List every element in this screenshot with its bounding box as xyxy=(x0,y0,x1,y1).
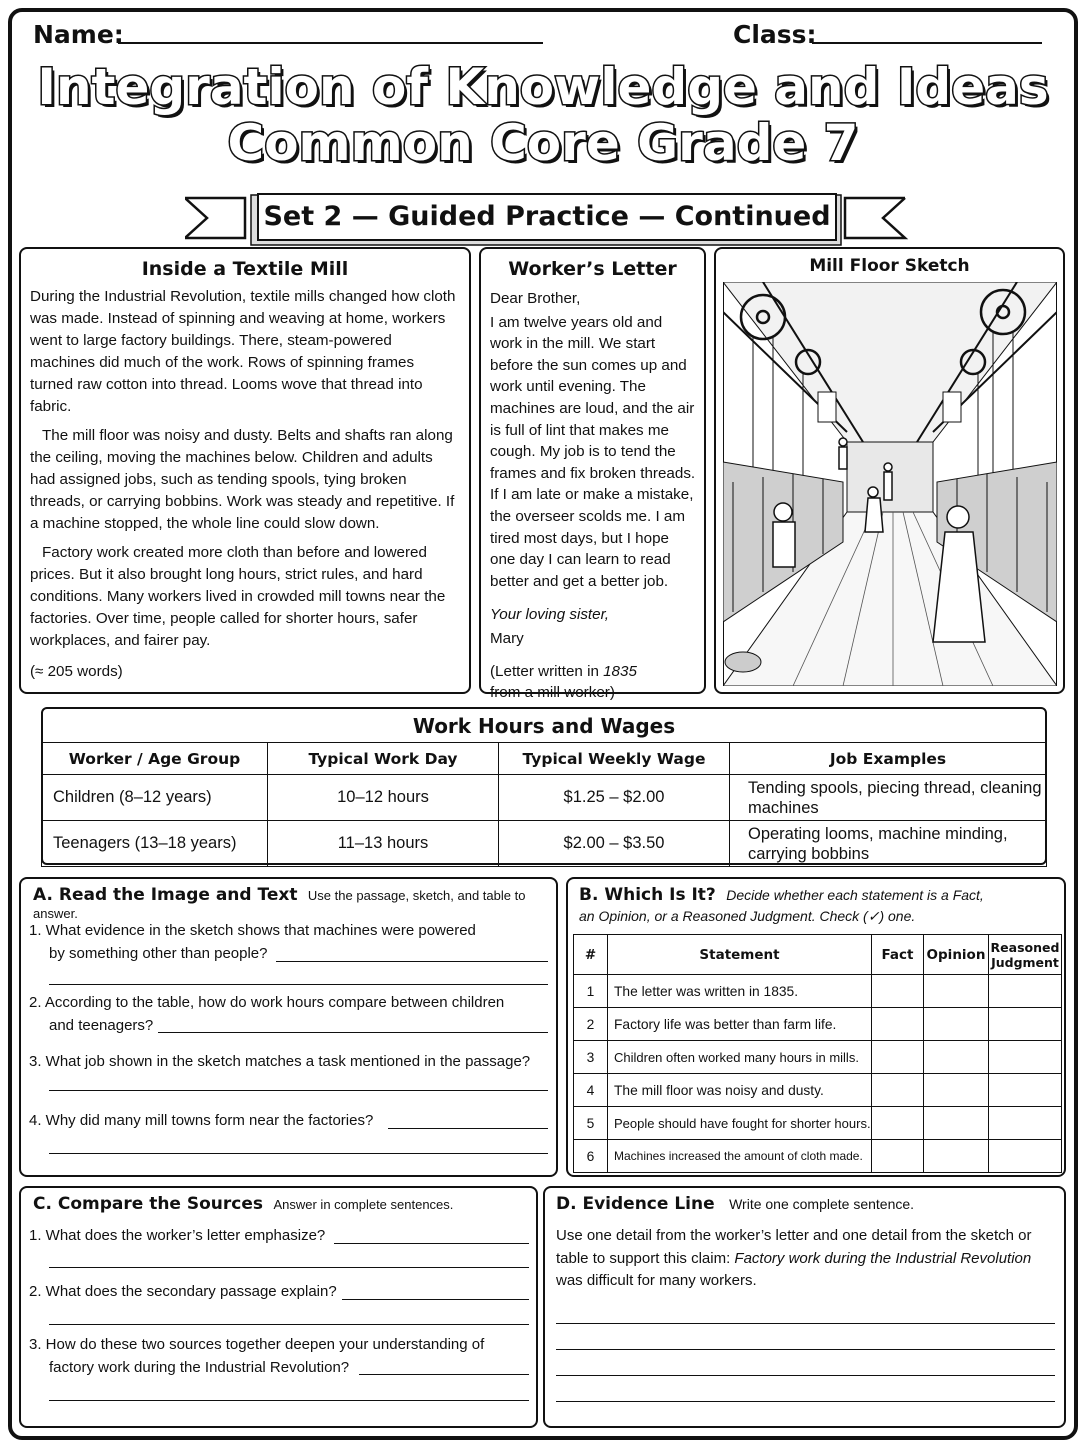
table-cell: The mill floor was noisy and dusty. xyxy=(608,1074,872,1107)
reasoned-checkbox[interactable] xyxy=(989,975,1062,1008)
table-row xyxy=(574,975,1062,1008)
table-cell: Tending spools, piecing thread, cleaning machines xyxy=(730,775,1047,821)
fact-checkbox[interactable] xyxy=(872,1008,924,1041)
wages-header-jobs: Job Examples xyxy=(730,743,1047,775)
question-a2-cont: and teenagers? xyxy=(49,1017,154,1034)
table-cell: 2 xyxy=(574,1008,608,1041)
table-cell: $1.25 – $2.00 xyxy=(499,775,730,821)
answer-line-c1[interactable] xyxy=(334,1243,529,1244)
name-line[interactable] xyxy=(118,42,543,44)
answer-line-a1b[interactable] xyxy=(49,984,548,985)
answer-line-a2[interactable] xyxy=(158,1032,548,1033)
opinion-checkbox[interactable] xyxy=(924,1107,989,1140)
wages-header-wage: Typical Weekly Wage xyxy=(499,743,730,775)
wages-table-title: Work Hours and Wages xyxy=(412,714,676,738)
question-a4: 4. Why did many mill towns form near the factories? xyxy=(29,1112,374,1129)
passage-title: Inside a Textile Mill xyxy=(141,258,349,280)
section-c-box xyxy=(19,1186,538,1428)
section-b-title: B. Which Is It? xyxy=(579,885,716,905)
reasoned-checkbox[interactable] xyxy=(989,1140,1062,1173)
question-a1: 1. What evidence in the sketch shows that machines were powered xyxy=(29,922,476,939)
answer-line-c3b[interactable] xyxy=(49,1400,529,1401)
table-row xyxy=(574,1140,1062,1173)
table-cell: Children (8–12 years) xyxy=(42,775,268,821)
table-cell: 6 xyxy=(574,1140,608,1173)
table-row xyxy=(42,821,1047,867)
class-line[interactable] xyxy=(812,42,1042,44)
question-a3: 3. What job shown in the sketch matches a task mentioned in the passage? xyxy=(29,1053,531,1070)
reasoned-checkbox[interactable] xyxy=(989,1107,1062,1140)
fact-opinion-table xyxy=(573,934,1062,1173)
opinion-checkbox[interactable] xyxy=(924,1041,989,1074)
passage-paragraph-2: The mill floor was noisy and dusty. Belts and shafts ran along the ceiling, moving the machines below. Children and adults had assigned jobs, such as tending spools, tying broken threads, or carrying bobbins. Work was steady and repetitive. If a machine stopped, the whole line could slow down. xyxy=(30,427,455,532)
wages-table-box xyxy=(41,707,1047,865)
section-b-instructions-2: an Opinion, or a Reasoned Judgment. Check (✓) one. xyxy=(579,908,916,924)
section-d-prompt: Use one detail from the worker’s letter and one detail from the sketch or table to support this claim: Factory work during the Industrial Revolution was difficult for many workers. xyxy=(556,1227,1032,1289)
section-d-instructions: Write one complete sentence. xyxy=(729,1196,915,1212)
fo-header-number: # xyxy=(574,935,608,975)
table-row xyxy=(574,1107,1062,1140)
fact-checkbox[interactable] xyxy=(872,1140,924,1173)
set-banner: Set 2 — Guided Practice — Continued xyxy=(257,193,837,241)
question-c3: 3. How do these two sources together deepen your understanding of xyxy=(29,1336,485,1353)
reasoned-checkbox[interactable] xyxy=(989,1041,1062,1074)
answer-line-d4[interactable] xyxy=(556,1401,1055,1402)
fo-header-fact: Fact xyxy=(872,935,924,975)
section-b-instructions-1: Decide whether each statement is a Fact, xyxy=(726,887,984,903)
passage-paragraph-1: During the Industrial Revolution, textile mills changed how cloth was made. Instead of spinning and weaving at home, workers went to large factory buildings. There, steam-powered machines did much of the work. Rows of spinning frames turned raw cotton into thread. Looms wove that thread into fabric. xyxy=(30,288,456,415)
table-cell: 1 xyxy=(574,975,608,1008)
answer-line-c2[interactable] xyxy=(342,1299,529,1300)
answer-line-c3[interactable] xyxy=(359,1374,529,1375)
table-cell: Teenagers (13–18 years) xyxy=(42,821,268,867)
sketch-title: Mill Floor Sketch xyxy=(809,256,970,276)
answer-line-a4[interactable] xyxy=(388,1128,548,1129)
answer-line-a4b[interactable] xyxy=(49,1153,548,1154)
question-a2: 2. According to the table, how do work hours compare between children xyxy=(29,994,505,1011)
fo-header-statement: Statement xyxy=(608,935,872,975)
letter-signature: Mary xyxy=(490,629,524,647)
reasoned-checkbox[interactable] xyxy=(989,1074,1062,1107)
opinion-checkbox[interactable] xyxy=(924,975,989,1008)
table-row xyxy=(574,1041,1062,1074)
class-label: Class: xyxy=(733,20,817,49)
opinion-checkbox[interactable] xyxy=(924,1074,989,1107)
section-d-title: D. Evidence Line xyxy=(556,1194,715,1214)
section-c-title: C. Compare the Sources xyxy=(33,1194,264,1214)
fact-checkbox[interactable] xyxy=(872,1041,924,1074)
wages-header-day: Typical Work Day xyxy=(268,743,499,775)
letter-body: I am twelve years old and work in the mill. We start before the sun comes up and work until evening. The machines are loud, and the air is full of lint that makes me cough. My job is to tend the frames and fix broken threads. If I am late or make a mistake, the overseer scolds me. I am tired most days, but I hope one day I can learn to read better and get a better job. xyxy=(490,313,696,590)
answer-line-a1[interactable] xyxy=(276,961,548,962)
answer-line-c1b[interactable] xyxy=(49,1267,529,1268)
table-cell: The letter was written in 1835. xyxy=(608,975,872,1008)
passage-box xyxy=(19,247,471,694)
table-cell: Factory life was better than farm life. xyxy=(608,1008,872,1041)
table-cell: $2.00 – $3.50 xyxy=(499,821,730,867)
reasoned-checkbox[interactable] xyxy=(989,1008,1062,1041)
section-a-instructions: Use the passage, sketch, and table to answer. xyxy=(33,888,526,921)
wages-table xyxy=(41,742,1047,867)
table-row xyxy=(42,775,1047,821)
table-cell: People should have fought for shorter hours. xyxy=(608,1107,872,1140)
fo-header-reasoned: Reasoned Judgment xyxy=(989,935,1062,975)
table-row xyxy=(574,1074,1062,1107)
table-cell: 4 xyxy=(574,1074,608,1107)
section-a-box xyxy=(19,877,558,1177)
table-row xyxy=(574,1008,1062,1041)
wages-header-group: Worker / Age Group xyxy=(42,743,268,775)
opinion-checkbox[interactable] xyxy=(924,1140,989,1173)
letter-note: (Letter written in 1835 from a mill worker) xyxy=(490,662,637,702)
fact-checkbox[interactable] xyxy=(872,1074,924,1107)
table-cell: Children often worked many hours in mills. xyxy=(608,1041,872,1074)
answer-line-d1[interactable] xyxy=(556,1323,1055,1324)
table-cell: 3 xyxy=(574,1041,608,1074)
section-d-heading xyxy=(556,1194,914,1214)
letter-greeting: Dear Brother, xyxy=(490,290,581,307)
question-a1-cont: by something other than people? xyxy=(49,945,268,962)
opinion-checkbox[interactable] xyxy=(924,1008,989,1041)
word-count: (≈ 205 words) xyxy=(30,663,123,680)
fact-checkbox[interactable] xyxy=(872,975,924,1008)
answer-line-d2[interactable] xyxy=(556,1349,1055,1350)
question-c2: 2. What does the secondary passage explain? xyxy=(29,1283,337,1300)
mill-floor-sketch xyxy=(723,282,1057,686)
table-cell: 11–13 hours xyxy=(268,821,499,867)
answer-line-d3[interactable] xyxy=(556,1375,1055,1376)
section-b-heading xyxy=(579,885,984,927)
fact-checkbox[interactable] xyxy=(872,1107,924,1140)
name-label: Name: xyxy=(33,20,124,49)
title-line-2: Common Core Grade 7 xyxy=(227,114,859,172)
section-b-box xyxy=(566,877,1066,1177)
table-cell: Operating looms, machine minding, carrying bobbins xyxy=(730,821,1047,867)
section-d-box xyxy=(543,1186,1066,1428)
section-a-title: A. Read the Image and Text xyxy=(33,885,298,905)
table-cell: 10–12 hours xyxy=(268,775,499,821)
answer-line-a3[interactable] xyxy=(49,1090,548,1091)
title-line-1: Integration of Knowledge and Ideas xyxy=(37,58,1049,116)
question-c3-cont: factory work during the Industrial Revolution? xyxy=(49,1359,350,1376)
worksheet-title xyxy=(20,58,1066,172)
section-a-heading xyxy=(33,885,556,923)
table-cell: Machines increased the amount of cloth made. xyxy=(608,1140,872,1173)
fo-header-opinion: Opinion xyxy=(924,935,989,975)
table-cell: 5 xyxy=(574,1107,608,1140)
passage-paragraph-3: Factory work created more cloth than before and lowered prices. But it also brought long hours, strict rules, and hard conditions. Many workers lived in crowded mill towns near the factories. Over time, people called for shorter hours, safer workplaces, and fairer pay. xyxy=(30,544,446,649)
letter-closing: Your loving sister, xyxy=(490,606,610,624)
question-c1: 1. What does the worker’s letter emphasize? xyxy=(29,1227,326,1244)
answer-line-c2b[interactable] xyxy=(49,1324,529,1325)
section-c-heading xyxy=(33,1194,453,1214)
letter-box xyxy=(479,247,706,702)
section-c-instructions: Answer in complete sentences. xyxy=(273,1197,454,1212)
letter-title: Worker’s Letter xyxy=(508,258,677,280)
sketch-box xyxy=(714,247,1065,694)
